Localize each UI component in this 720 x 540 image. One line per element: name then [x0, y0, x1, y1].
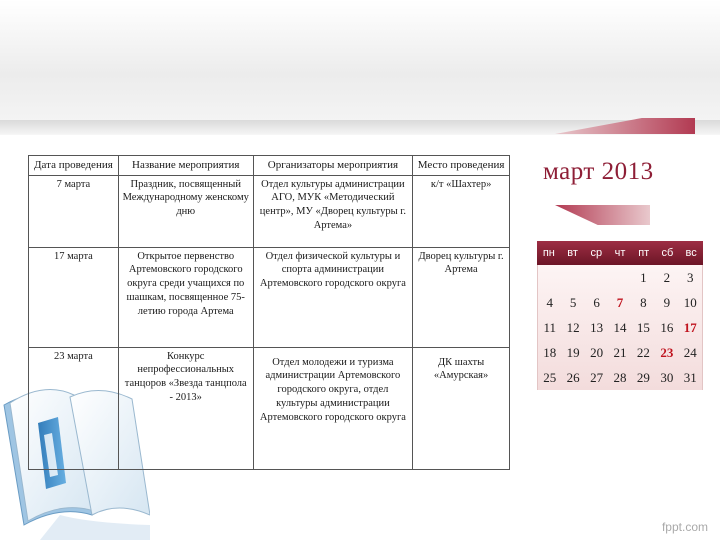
calendar-empty-cell	[608, 265, 631, 290]
table-row	[29, 175, 510, 247]
calendar-month-title: март 2013	[543, 158, 654, 185]
calendar-empty-cell	[561, 265, 584, 290]
weekday-label: пн	[542, 247, 555, 259]
calendar-empty-cell	[538, 265, 561, 290]
calendar-day: 22	[636, 344, 650, 360]
table-row	[29, 347, 510, 469]
calendar-day: 19	[566, 344, 580, 360]
header-organizers: Организаторы мероприятия	[253, 156, 413, 176]
calendar-day: 7	[616, 294, 624, 310]
cell-event-name: Праздник, посвященный Международному женскому дню	[118, 175, 253, 247]
header-place: Место проведения	[413, 156, 510, 176]
calendar-day: 27	[590, 369, 604, 385]
calendar-day: 21	[613, 344, 627, 360]
cell-organizers: Отдел физической культуры и спорта администрации Артемовского городского округа	[253, 247, 413, 347]
cell-date: 23 марта	[29, 347, 119, 469]
calendar-day: 25	[543, 369, 557, 385]
calendar-day: 6	[593, 294, 600, 310]
weekday-label: ср	[590, 247, 603, 259]
calendar-day: 23	[660, 344, 674, 360]
calendar-day: 14	[613, 319, 627, 335]
cell-date: 7 марта	[29, 175, 119, 247]
weekday-label: сб	[661, 247, 674, 259]
calendar-day: 4	[546, 294, 553, 310]
calendar-day: 31	[683, 369, 697, 385]
calendar-day: 17	[683, 319, 697, 335]
header-date: Дата проведения	[29, 156, 119, 176]
calendar-day: 3	[687, 269, 694, 285]
cell-organizers: Отдел культуры администрации АГО, МУК «Методический центр», МУ «Дворец культуры г. Артема»	[253, 175, 413, 247]
table-header-row	[29, 156, 510, 176]
header-background	[0, 0, 720, 135]
events-table	[28, 155, 510, 470]
header-event-name: Название мероприятия	[118, 156, 253, 176]
weekday-label: вт	[567, 247, 578, 259]
calendar-day: 13	[590, 319, 604, 335]
calendar-day: 16	[660, 319, 674, 335]
calendar-day: 30	[660, 369, 674, 385]
calendar-day: 5	[569, 294, 577, 310]
cell-organizers: Отдел молодежи и туризма администрации Артемовского городского округа, отдел культуры администрации Артемовского городского округа	[253, 347, 413, 469]
calendar-empty-cell	[585, 265, 608, 290]
cell-place: к/т «Шахтер»	[413, 175, 510, 247]
calendar-day: 2	[663, 269, 671, 285]
cell-place: Дворец культуры г. Артема	[413, 247, 510, 347]
calendar-day: 15	[636, 319, 650, 335]
watermark: fppt.com	[661, 520, 708, 534]
calendar-day: 1	[640, 269, 647, 285]
weekday-label: пт	[638, 247, 650, 259]
cell-date: 17 марта	[29, 247, 119, 347]
calendar-day: 28	[613, 369, 627, 385]
calendar-day: 20	[590, 344, 604, 360]
cell-event-name: Конкурс непрофессиональных танцоров «Звезда танцпола - 2013»	[118, 347, 253, 469]
calendar-day: 11	[543, 319, 556, 335]
weekday-label: вс	[685, 247, 697, 259]
calendar-days-grid	[537, 265, 703, 390]
cell-place: ДК шахты «Амурская»	[413, 347, 510, 469]
calendar-day: 12	[566, 319, 580, 335]
calendar-day: 29	[636, 369, 650, 385]
calendar-day: 9	[663, 294, 671, 310]
calendar-day: 24	[683, 344, 697, 360]
calendar-day: 26	[566, 369, 580, 385]
calendar-day: 18	[543, 344, 557, 360]
calendar	[537, 241, 703, 390]
calendar-day: 8	[640, 294, 647, 310]
cell-event-name: Открытое первенство Артемовского городского округа среди учащихся по шашкам, посвященное 75-летию города Артема	[118, 247, 253, 347]
calendar-weekday-header	[537, 241, 703, 265]
calendar-day: 10	[683, 294, 697, 310]
table-row	[29, 247, 510, 347]
decorative-ribbon-bottom	[555, 205, 650, 225]
weekday-label: чт	[614, 247, 626, 259]
